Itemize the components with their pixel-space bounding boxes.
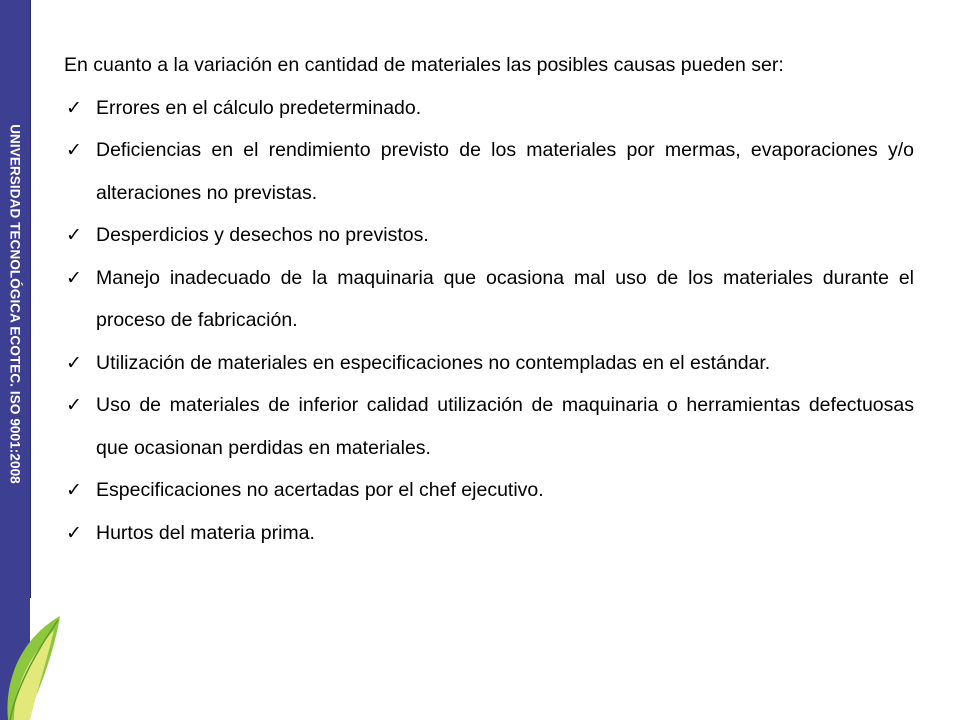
intro-paragraph: En cuanto a la variación en cantidad de materiales las posibles causas pueden ser: — [64, 54, 784, 76]
checkmark-icon: ✓ — [66, 521, 82, 544]
checkmark-icon: ✓ — [66, 351, 82, 374]
checkmark-icon: ✓ — [66, 96, 82, 119]
list-item-text: Manejo inadecuado de la maquinaria que ocasiona mal uso de los materiales durante el proceso de fabricación. — [96, 266, 914, 331]
list-item-text: Uso de materiales de inferior calidad utilización de maquinaria o herramientas defectuosas que ocasionan perdidas en materiales. — [96, 394, 914, 459]
checkmark-icon: ✓ — [66, 394, 82, 416]
university-name: UNIVERSIDAD TECNOLÓGICA ECOTEC. ISO 9001:2008 — [7, 124, 23, 484]
list-item-text: Deficiencias en el rendimiento previsto de los materiales por mermas, evaporaciones y/o alteraciones no previstas. — [96, 139, 914, 204]
list-item — [64, 469, 914, 512]
list-item — [64, 87, 914, 130]
checkmark-icon: ✓ — [66, 224, 82, 246]
list-item-text: Desperdicios y desechos no previstos. — [96, 224, 429, 246]
list-item-text: Especificaciones no acertadas por el chef ejecutivo. — [96, 479, 544, 501]
list-item — [64, 342, 914, 385]
leaf-logo-icon — [0, 598, 66, 720]
list-item — [64, 129, 914, 214]
causes-list — [64, 87, 914, 555]
list-item-text: Utilización de materiales en especificaciones no contempladas en el estándar. — [96, 351, 771, 374]
list-item — [64, 214, 914, 257]
list-item — [64, 512, 914, 555]
list-item-text: Hurtos del materia prima. — [96, 521, 315, 544]
content-area — [64, 44, 914, 554]
list-item — [64, 257, 914, 342]
list-item — [64, 384, 914, 469]
list-item-text: Errores en el cálculo predeterminado. — [96, 96, 422, 119]
university-sidebar — [0, 0, 31, 608]
checkmark-icon: ✓ — [66, 479, 82, 501]
checkmark-icon: ✓ — [66, 266, 82, 289]
checkmark-icon: ✓ — [66, 139, 82, 161]
